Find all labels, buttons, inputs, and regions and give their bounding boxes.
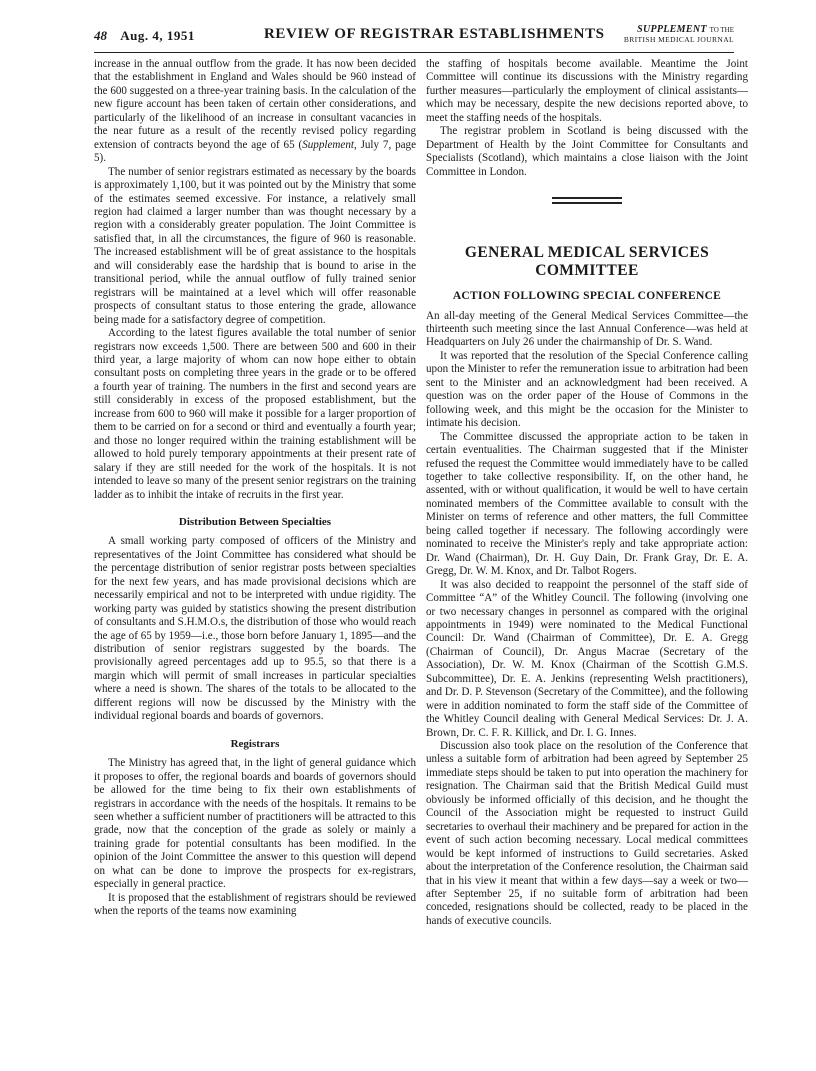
subheading-distribution: Distribution Between Specialties <box>178 515 332 528</box>
header-left <box>94 28 195 44</box>
paragraph-text: increase in the annual outflow from the grade. It has now been decided that the establishment in England and Wales should be 960 instead of the 600 suggested on a three-year training basis. In the calculation of the new figure account has been taken of certain other considerations, and particularly of the likelihood of an increase in consultant vacancies in the near future as a result of the recently revised policy regarding extension of contracts beyond the age of 65 <box>94 58 416 151</box>
paragraph: According to the latest figures available the total number of senior registrars now exceeds 1,500. There are between 500 and 600 in their third year, a large majority of whom can now hope either to obtain consultant posts on completing three years in the grade or to be offered a fourth year of training. The numbers in the first and second years are still considerably in excess of the proposed establishment, but the increase from 600 to 960 will make it possible for a larger proportion of them to be carried on for a second or third and eventually a fourth year; and those no longer required within the training establishment will be allowed to hold purely temporary appointments at their present rate of salary if they are still needed for the work of the hospitals. It is not intended to leave so many of the present senior registrars on the training ladder as to inhibit the intake of recruits in the first year. <box>94 327 416 501</box>
paragraph: The number of senior registrars estimated as necessary by the boards is approximately 1,100, but it was pointed out by the Ministry that some of the estimates seemed excessive. For instance, a relatively small region had claimed a larger number than was thought necessary by a region with a considerably greater population. The Joint Committee is satisfied that, in all the circumstances, the figure of 960 is reasonable. The increased establishment will be of great assistance to the hospitals and will considerably ease the hardship that is bound to arise in the transitional period, while the annual outflow of fully trained senior registrars will be maintained at a level which will offer reasonable prospects of consultant status to those entering the grade, allowance being made for a satisfactory degree of competition. <box>94 165 416 326</box>
paragraph: The Ministry has agreed that, in the light of general guidance which it proposes to offer, the regional boards and boards of governors should be allowed for the time being to fix their own establishments of registrars in accordance with the needs of the hospitals. It remains to be seen whether a sufficient number of practitioners will be attracted to this grade, now that the conception of the grade as solely or mainly a training grade for potential consultants has been modified. In the opinion of the Joint Committee the answer to this question will depend on what can be done to improve the prospects for ex-registrars, especially in general practice. <box>94 757 416 891</box>
section-subtitle: ACTION FOLLOWING SPECIAL CONFERENCE <box>452 290 722 303</box>
reference-tail: , July 7, page 5). <box>94 138 417 165</box>
journal-label <box>624 25 734 45</box>
journal-name: BRITISH MEDICAL JOURNAL <box>623 35 734 44</box>
subheading-registrars: Registrars <box>230 737 280 750</box>
running-title: REVIEW OF REGISTRAR ESTABLISHMENTS <box>264 26 605 42</box>
paragraph: It is proposed that the establishment of registrars should be reviewed when the reports of the teams now examining <box>94 891 416 918</box>
paragraph: Discussion also took place on the resolution of the Conference that unless a suitable form of arbitration had been agreed by September 25 immediate steps should be taken to put into operation the machinery for resignation. The Chairman said that the British Medical Guild must obviously be informed officially of this decision, and he thought the Council of the Association might be requested to instruct Guild secretaries to overhaul their machinery and be prepared for action in the event of such action becoming necessary. Local medical committees would be kept informed of instructions to Guild secretaries. Asked about the interpretation of the Conference resolution, the Chairman said that in his view it meant that within a few days—say a week or two—after September 25, if no suitable form of arbitration had been conceded, resignations should be collected, ready to be placed in the hands of executive councils. <box>426 740 748 927</box>
paragraph: The Committee discussed the appropriate action to be taken in certain eventualities. The Chairman suggested that if the Minister refused the request the Committee would immediately have to be called together to take collective responsibility. If, on the other hand, he assented, with or without qualification, it would be well to have certain nominated members of the Committee available to consult with the Minister on terms of reference and other matters, the full Committee being called together if necessary. The following accordingly were nominated to receive the Minister's reply and take appropriate action: Dr. Wand (Chairman), Dr. H. Guy Dain, Dr. Frank Gray, Dr. E. A. Gregg, Dr. W. M. Knox, and Dr. Talbot Rogers. <box>426 430 748 578</box>
left-column <box>94 58 416 919</box>
section-title-line-2: COMMITTEE <box>535 262 639 280</box>
paragraph: the staffing of hospitals become available. Meantime the Joint Committee will continue its discussions with the Ministry regarding further measures—particularly the employment of clinical assistants—which may be necessary, despite the new decisions reported above, to meet the staffing needs of the hospitals. <box>426 58 748 124</box>
section-title-line-1: GENERAL MEDICAL SERVICES <box>464 244 710 262</box>
right-column <box>426 58 748 928</box>
paragraph: An all-day meeting of the General Medical Services Committee—the thirteenth such meeting since the last Annual Conference—was held at Headquarters on July 26 under the chairmanship of Dr. S. Wand. <box>426 309 748 349</box>
paragraph: The registrar problem in Scotland is being discussed with the Department of Health by the Joint Committee for Consultants and Specialists (Scotland), which maintains a close liaison with the Joint Committee in London. <box>426 125 748 178</box>
section-title <box>426 244 748 280</box>
issue-date: Aug. 4, 1951 <box>120 28 195 43</box>
section-divider <box>552 197 622 204</box>
page-number: 48 <box>94 28 107 43</box>
paragraph: It was also decided to reappoint the personnel of the staff side of Committee “A” of the Whitley Council. The following (involving one or two necessary changes in personnel as compared with the original appointments in 1949) were nominated to the Medical Functional Council: Dr. Wand (Chairman of Committee), Dr. E. A. Gregg (Chairman of Council), Dr. Angus Macrae (Secretary of the Association), Dr. W. M. Knox (Chairman of the Scottish G.M.S. Subcommittee), Dr. E. A. Jenkins (representing Welsh practitioners), and Dr. D. P. Stevenson (Secretary of the Committee), and the following were in addition nominated to form the staff side of the Committee of the Whitley Council dealing with General Medical Services: Dr. J. A. Brown, Dr. C. F. R. Killick, and Dr. I. G. Innes. <box>426 578 748 739</box>
page-header <box>94 22 734 52</box>
supplement-label: SUPPLEMENT <box>637 24 707 35</box>
paragraph: increase in the annual outflow from the grade. It has now been decided that the establishment in England and Wales should be 960 instead of the 600 suggested on a three-year training basis. In the calculation of the new figure account has been taken of certain other considerations, and particularly of the likelihood of an increase in consultant vacancies in the near future as a result of the recently revised policy regarding extension of contracts beyond the age of 65 (Supplement, July 7, page 5). <box>94 58 417 165</box>
supplement-reference: Supplement <box>302 138 354 151</box>
paragraph: A small working party composed of officers of the Ministry and representatives of the Joint Committee has considered what should be the percentage distribution of senior registrar posts between specialties for the next few years, and has made provisional decisions which are necessarily empirical and not to be interpreted with undue rigidity. The working party was guided by statistics showing the present distribution of consultants and S.H.M.O.s, the distribution of those who would reach the age of 65 by 1959—i.e., those born before January 1, 1895—and the distribution of senior registrars suggested by the boards. The provisionally agreed percentages add up to 95.5, so that there is a margin which will permit of small increases in particular specialties where a need is shown. The shares of the totals to be allocated to the different regions will now be discussed by the Ministry with the individual regional boards and boards of governors. <box>94 535 416 723</box>
to-the-label: TO THE <box>709 26 734 34</box>
paragraph: It was reported that the resolution of the Special Conference calling upon the Minister to refer the remuneration issue to arbitration had been sent to the Minister and an acknowledgment had been received. A question was on the order paper of the House of Commons in the following week, and this might be the occasion for the Minister to intimate his decision. <box>426 349 748 430</box>
header-rule <box>94 52 734 53</box>
